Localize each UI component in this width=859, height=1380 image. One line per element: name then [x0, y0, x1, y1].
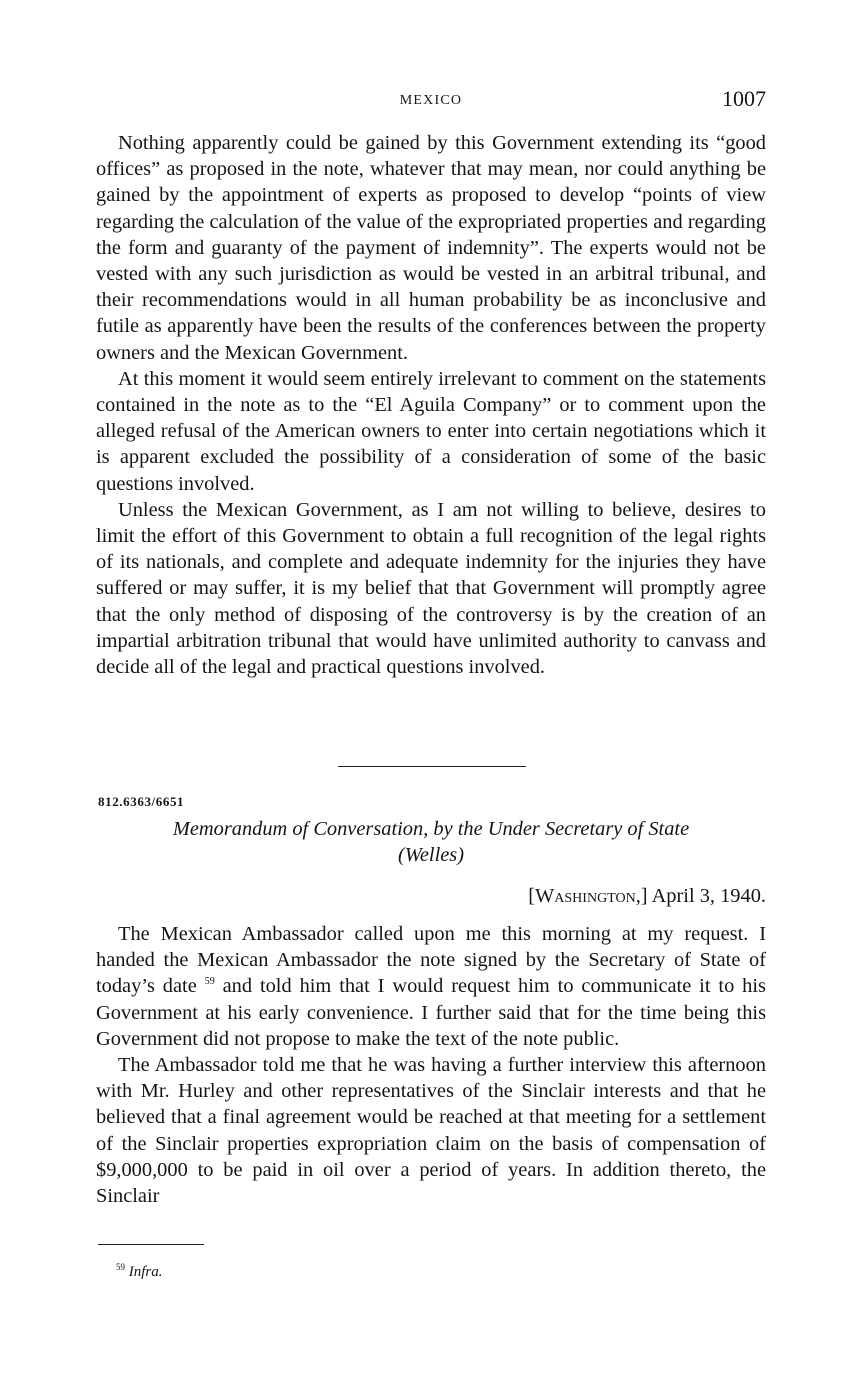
footnote-text: Infra.	[128, 1264, 163, 1280]
dateline	[528, 885, 766, 908]
footnote-reference: 59	[204, 976, 215, 988]
memo-title-line2: (Welles)	[397, 844, 465, 867]
file-number: 812.6363/6651	[98, 794, 185, 809]
dateline-place: [Washington,]	[528, 885, 648, 907]
section-divider	[338, 766, 526, 767]
continued-text	[96, 130, 766, 680]
memo-title-line1: Memorandum of Conversation, by the Under Secretary of State	[172, 818, 690, 840]
paragraph-el-aguila: At this moment it would seem entirely irrelevant to comment on the statements contained in the note as to the “El Aguila Company” or to comment upon the alleged refusal of the American owners to enter into certain negotiations which it is apparent excluded the possibility of a consideration of some of the basic questions involved.	[96, 367, 766, 495]
footnote-number: 59	[116, 1262, 125, 1272]
dateline-date: April 3, 1940.	[651, 885, 766, 907]
memo-body	[96, 921, 766, 1209]
paragraph-note-text-a: The Mexican Ambassador called upon me this morning at my request. I handed the Mexican Ambassador the note signed by the Secretary of State of today’s date	[96, 923, 766, 998]
paragraph-note-handed	[96, 921, 766, 1052]
paragraph-good-offices: Nothing apparently could be gained by this Government extending its “good offices” as proposed in the note, whatever that may mean, nor could anything be gained by the appointment of experts as proposed to develop “points of view regarding the calculation of the value of the expropriated properties and regarding the form and guaranty of the payment of indemnity”. The experts would not be vested with any such jurisdiction as would be vested in an arbitral tribunal, and their recommendations would in all human probability be as inconclusive and futile as apparently have been the results of the conferences between the property owners and the Mexican Government.	[96, 132, 766, 364]
paragraph-arbitration: Unless the Mexican Government, as I am not willing to believe, desires to limit the effort of this Government to obtain a full recognition of the legal rights of its nationals, and complete and adequate indemnity for the injuries they have suffered or may suffer, it is my belief that that Government will promptly agree that the only method of disposing of the controversy is by the creation of an impartial arbitration tribunal that would have unlimited authority to canvass and decide all of the legal and practical questions involved.	[96, 498, 766, 679]
memo-title	[96, 816, 766, 868]
running-head	[96, 86, 766, 116]
footnote-divider	[98, 1244, 204, 1245]
running-title: MEXICO	[399, 93, 463, 108]
page-number: 1007	[722, 86, 766, 111]
paragraph-sinclair: The Ambassador told me that he was having a further interview this afternoon with Mr. Hurley and other representatives of the Sinclair interests and that he believed that a final agreement would be reached at that meeting for a settlement of the Sinclair properties expropriation claim on the basis of compensation of $9,000,000 to be paid in oil over a period of years. In addition thereto, the Sinclair	[96, 1054, 766, 1208]
footnote	[116, 1262, 163, 1281]
paragraph-note-text-b: and told him that I would request him to communicate it to his Government at his early convenience. I further said that for the time being this Government did not propose to make the text of the note public.	[96, 975, 766, 1050]
